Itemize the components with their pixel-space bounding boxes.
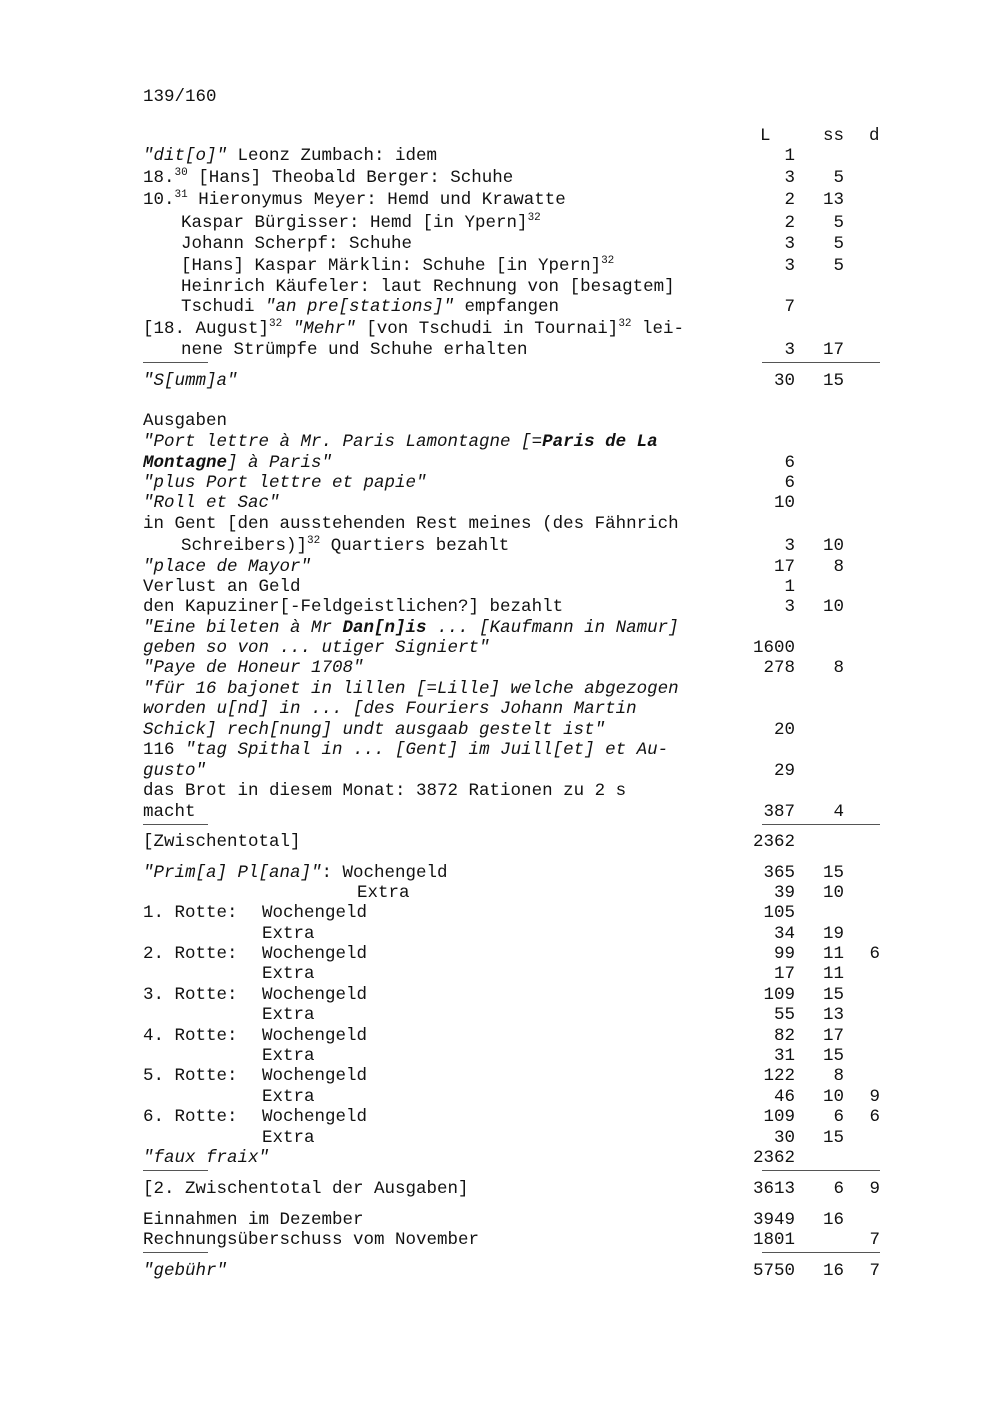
entry-text: Kaspar Bürgisser: Hemd [in Ypern]$^{32}$ — [181, 212, 541, 233]
ledger-row — [0, 761, 1000, 782]
entry-text: Wochengeld — [262, 1026, 368, 1046]
amount-livres: 99 — [773, 944, 795, 964]
entry-text: Extra — [262, 1005, 315, 1025]
amount-sols: 8 — [833, 1066, 844, 1086]
amount-livres: 278 — [763, 658, 795, 678]
amount-livres: 31 — [773, 1046, 795, 1066]
amount-livres: 3 — [784, 340, 795, 360]
entry-text: Wochengeld — [262, 985, 368, 1005]
entry-text: geben so von ... utiger Signiert" — [143, 638, 490, 658]
entry-text: gusto" — [143, 761, 207, 781]
ledger-row — [0, 1148, 1000, 1169]
entry-text: Wochengeld — [262, 1107, 368, 1127]
amount-livres: 109 — [763, 1107, 795, 1127]
ledger-row — [0, 903, 1000, 924]
entry-text: macht — [143, 802, 196, 822]
amount-livres: 3 — [784, 256, 795, 276]
amount-livres: 387 — [763, 802, 795, 822]
entry-text: "Port lettre à Mr. Paris Lamontagne [=Paris de La — [143, 432, 658, 452]
sum-rule — [762, 824, 880, 825]
ledger-row — [0, 658, 1000, 679]
amount-sols: 15 — [822, 1128, 844, 1148]
sum-rule — [762, 1252, 880, 1253]
entry-text: Einnahmen im Dezember — [143, 1210, 364, 1230]
ledger-row-total — [0, 1179, 1000, 1200]
entry-text: Verlust an Geld — [143, 577, 301, 597]
entry-text: Johann Scherpf: Schuhe — [181, 234, 413, 254]
ledger-row — [0, 781, 1000, 802]
entry-text: "plus Port lettre et papie" — [143, 473, 427, 493]
ledger-row — [0, 493, 1000, 514]
amount-sols: 5 — [833, 213, 844, 233]
amount-sols: 6 — [833, 1179, 844, 1199]
ledger-row — [0, 863, 1000, 884]
amount-sols: 5 — [833, 168, 844, 188]
entry-text: Wochengeld — [262, 903, 368, 923]
entry-text: Extra — [262, 1046, 315, 1066]
sum-rule — [762, 1170, 880, 1171]
entry-text: "Roll et Sac" — [143, 493, 280, 513]
ledger-row — [0, 1230, 1000, 1251]
entry-text: 116 "tag Spithal in ... [Gent] im Juill[et] et Au- — [143, 740, 669, 760]
ledger-row — [0, 1107, 1000, 1128]
ledger-row — [0, 340, 1000, 361]
amount-sols: 10 — [822, 1087, 844, 1107]
column-header-sols: ss — [823, 126, 845, 146]
rotte-label: 4. Rotte: — [143, 1026, 238, 1046]
ledger-row — [0, 1210, 1000, 1231]
entry-text: Schreibers)]$^{32}$ Quartiers bezahlt — [181, 535, 510, 556]
entry-text: 10.31 Hieronymus Meyer: Hemd und Krawatte — [143, 189, 566, 210]
amount-sols: 15 — [822, 985, 844, 1005]
entry-text: 18.30 [Hans] Theobald Berger: Schuhe — [143, 167, 514, 188]
amount-sols: 4 — [833, 802, 844, 822]
amount-livres: 17 — [773, 964, 795, 984]
amount-livres: 365 — [763, 863, 795, 883]
amount-livres: 122 — [763, 1066, 795, 1086]
amount-livres: 34 — [773, 924, 795, 944]
entry-text: "gebühr" — [143, 1261, 228, 1281]
entry-text: Wochengeld — [262, 944, 368, 964]
amount-deniers: 7 — [869, 1230, 880, 1250]
ledger-row-total — [0, 1261, 1000, 1282]
ledger-row — [0, 883, 1000, 904]
ledger-row — [0, 638, 1000, 659]
rotte-label: 6. Rotte: — [143, 1107, 238, 1127]
entry-text: "faux fraix" — [143, 1148, 270, 1168]
ledger-row — [0, 277, 1000, 298]
ledger-row — [0, 1005, 1000, 1026]
amount-livres: 3613 — [752, 1179, 795, 1199]
amount-sols: 13 — [822, 1005, 844, 1025]
amount-sols: 6 — [833, 1107, 844, 1127]
amount-livres: 7 — [784, 297, 795, 317]
amount-deniers: 9 — [869, 1179, 880, 1199]
amount-livres: 1 — [784, 577, 795, 597]
entry-text: [Zwischentotal] — [143, 832, 301, 852]
ledger-row — [0, 297, 1000, 318]
entry-text: Heinrich Käufeler: laut Rechnung von [besagtem] — [181, 277, 675, 297]
amount-deniers: 6 — [869, 1107, 880, 1127]
rotte-label: 1. Rotte: — [143, 903, 238, 923]
ledger-row — [0, 432, 1000, 453]
ledger-row — [0, 1066, 1000, 1087]
entry-text: Extra — [262, 924, 315, 944]
entry-text: Extra — [262, 1087, 315, 1107]
amount-deniers: 6 — [869, 944, 880, 964]
entry-text: Tschudi "an pre[stations]" empfangen — [181, 297, 560, 317]
amount-sols: 11 — [822, 944, 844, 964]
ledger-row — [0, 699, 1000, 720]
ledger-row — [0, 213, 1000, 234]
entry-text: Extra — [262, 964, 315, 984]
amount-livres: 39 — [773, 883, 795, 903]
amount-livres: 3 — [784, 234, 795, 254]
amount-sols: 10 — [822, 597, 844, 617]
amount-livres: 20 — [773, 720, 795, 740]
entry-text: "Paye de Honeur 1708" — [143, 658, 364, 678]
ledger-row — [0, 168, 1000, 189]
column-header-deniers: d — [869, 126, 880, 146]
amount-sols: 10 — [822, 883, 844, 903]
ledger-row — [0, 1087, 1000, 1108]
sum-rule — [762, 362, 880, 363]
heading-text: Ausgaben — [143, 411, 228, 431]
ledger-row — [0, 944, 1000, 965]
amount-livres: 105 — [763, 903, 795, 923]
amount-livres: 17 — [773, 557, 795, 577]
entry-text: "für 16 bajonet in lillen [=Lille] welche abgezogen — [143, 679, 679, 699]
amount-livres: 30 — [773, 371, 795, 391]
amount-sols: 5 — [833, 256, 844, 276]
ledger-row — [0, 1026, 1000, 1047]
amount-livres: 82 — [773, 1026, 795, 1046]
rotte-label: 2. Rotte: — [143, 944, 238, 964]
amount-livres: 3 — [784, 597, 795, 617]
entry-text: "Prim[a] Pl[ana]": Wochengeld — [143, 863, 448, 883]
amount-sols: 17 — [822, 1026, 844, 1046]
entry-text: Extra — [262, 1128, 315, 1148]
sum-rule-left — [143, 824, 208, 825]
page-number: 139/160 — [143, 87, 217, 107]
entry-text: "Eine bileten à Mr Dan[n]is ... [Kaufmann in Namur] — [143, 618, 679, 638]
ledger-row — [0, 453, 1000, 474]
entry-text: Extra — [357, 883, 410, 903]
amount-livres: 6 — [784, 473, 795, 493]
ledger-row — [0, 618, 1000, 639]
ledger-row — [0, 577, 1000, 598]
amount-sols: 8 — [833, 658, 844, 678]
ledger-row — [0, 514, 1000, 535]
amount-livres: 55 — [773, 1005, 795, 1025]
ledger-row — [0, 557, 1000, 578]
entry-text: "place de Mayor" — [143, 557, 312, 577]
amount-livres: 3949 — [752, 1210, 795, 1230]
ledger-row — [0, 473, 1000, 494]
amount-sols: 15 — [822, 863, 844, 883]
amount-sols: 8 — [833, 557, 844, 577]
ledger-row — [0, 234, 1000, 255]
column-header-livres: L — [760, 126, 771, 146]
entry-text: das Brot in diesem Monat: 3872 Rationen zu 2 s — [143, 781, 627, 801]
amount-deniers: 9 — [869, 1087, 880, 1107]
amount-livres: 2 — [784, 190, 795, 210]
amount-livres: 2362 — [752, 1148, 795, 1168]
amount-livres: 109 — [763, 985, 795, 1005]
ledger-row — [0, 924, 1000, 945]
section-heading — [0, 411, 1000, 432]
amount-livres: 2362 — [752, 832, 795, 852]
amount-livres: 3 — [784, 168, 795, 188]
rotte-label: 5. Rotte: — [143, 1066, 238, 1086]
amount-livres: 6 — [784, 453, 795, 473]
ledger-row-total — [0, 371, 1000, 392]
amount-livres: 30 — [773, 1128, 795, 1148]
ledger-row — [0, 985, 1000, 1006]
ledger-row — [0, 740, 1000, 761]
amount-livres: 1600 — [752, 638, 795, 658]
ledger-row — [0, 256, 1000, 277]
ledger-row — [0, 536, 1000, 557]
amount-deniers: 7 — [869, 1261, 880, 1281]
entry-text: "S[umm]a" — [143, 371, 238, 391]
ledger-row — [0, 1046, 1000, 1067]
amount-sols: 15 — [822, 371, 844, 391]
amount-sols: 13 — [822, 190, 844, 210]
entry-text: [Hans] Kaspar Märklin: Schuhe [in Ypern]$^{32}$ — [181, 255, 615, 276]
ledger-row — [0, 319, 1000, 340]
amount-livres: 5750 — [752, 1261, 795, 1281]
entry-text: Schick] rech[nung] undt ausgaab gestelt ist" — [143, 720, 606, 740]
entry-text: Montagne] à Paris" — [143, 453, 333, 473]
sum-rule-left — [143, 1252, 208, 1253]
amount-livres: 1801 — [752, 1230, 795, 1250]
entry-text: Rechnungsüberschuss vom November — [143, 1230, 480, 1250]
amount-livres: 10 — [773, 493, 795, 513]
ledger-row — [0, 679, 1000, 700]
amount-sols: 19 — [822, 924, 844, 944]
amount-livres: 1 — [784, 146, 795, 166]
ledger-row — [0, 1128, 1000, 1149]
ledger-row — [0, 190, 1000, 211]
ledger-row — [0, 720, 1000, 741]
entry-text: Wochengeld — [262, 1066, 368, 1086]
entry-text: [18. August]$^{32}$ "Mehr" [von Tschudi in Tournai]$^{32}$ lei- — [143, 318, 685, 339]
amount-sols: 5 — [833, 234, 844, 254]
amount-sols: 16 — [822, 1210, 844, 1230]
amount-sols: 11 — [822, 964, 844, 984]
entry-text: den Kapuziner[-Feldgeistlichen?] bezahlt — [143, 597, 564, 617]
sum-rule-left — [143, 362, 208, 363]
amount-livres: 2 — [784, 213, 795, 233]
amount-sols: 10 — [822, 536, 844, 556]
entry-text: worden u[nd] in ... [des Fouriers Johann Martin — [143, 699, 637, 719]
entry-text: in Gent [den ausstehenden Rest meines (des Fähnrich — [143, 514, 679, 534]
entry-text: "dit[o]" Leonz Zumbach: idem — [143, 146, 438, 166]
amount-livres: 46 — [773, 1087, 795, 1107]
rotte-label: 3. Rotte: — [143, 985, 238, 1005]
ledger-row — [0, 597, 1000, 618]
entry-text: [2. Zwischentotal der Ausgaben] — [143, 1179, 469, 1199]
amount-sols: 16 — [822, 1261, 844, 1281]
entry-text: nene Strümpfe und Schuhe erhalten — [181, 340, 528, 360]
amount-livres: 3 — [784, 536, 795, 556]
sum-rule-left — [143, 1170, 208, 1171]
amount-sols: 15 — [822, 1046, 844, 1066]
ledger-row — [0, 802, 1000, 823]
ledger-row-total — [0, 832, 1000, 853]
amount-sols: 17 — [822, 340, 844, 360]
ledger-row — [0, 146, 1000, 167]
amount-livres: 29 — [773, 761, 795, 781]
ledger-row — [0, 964, 1000, 985]
